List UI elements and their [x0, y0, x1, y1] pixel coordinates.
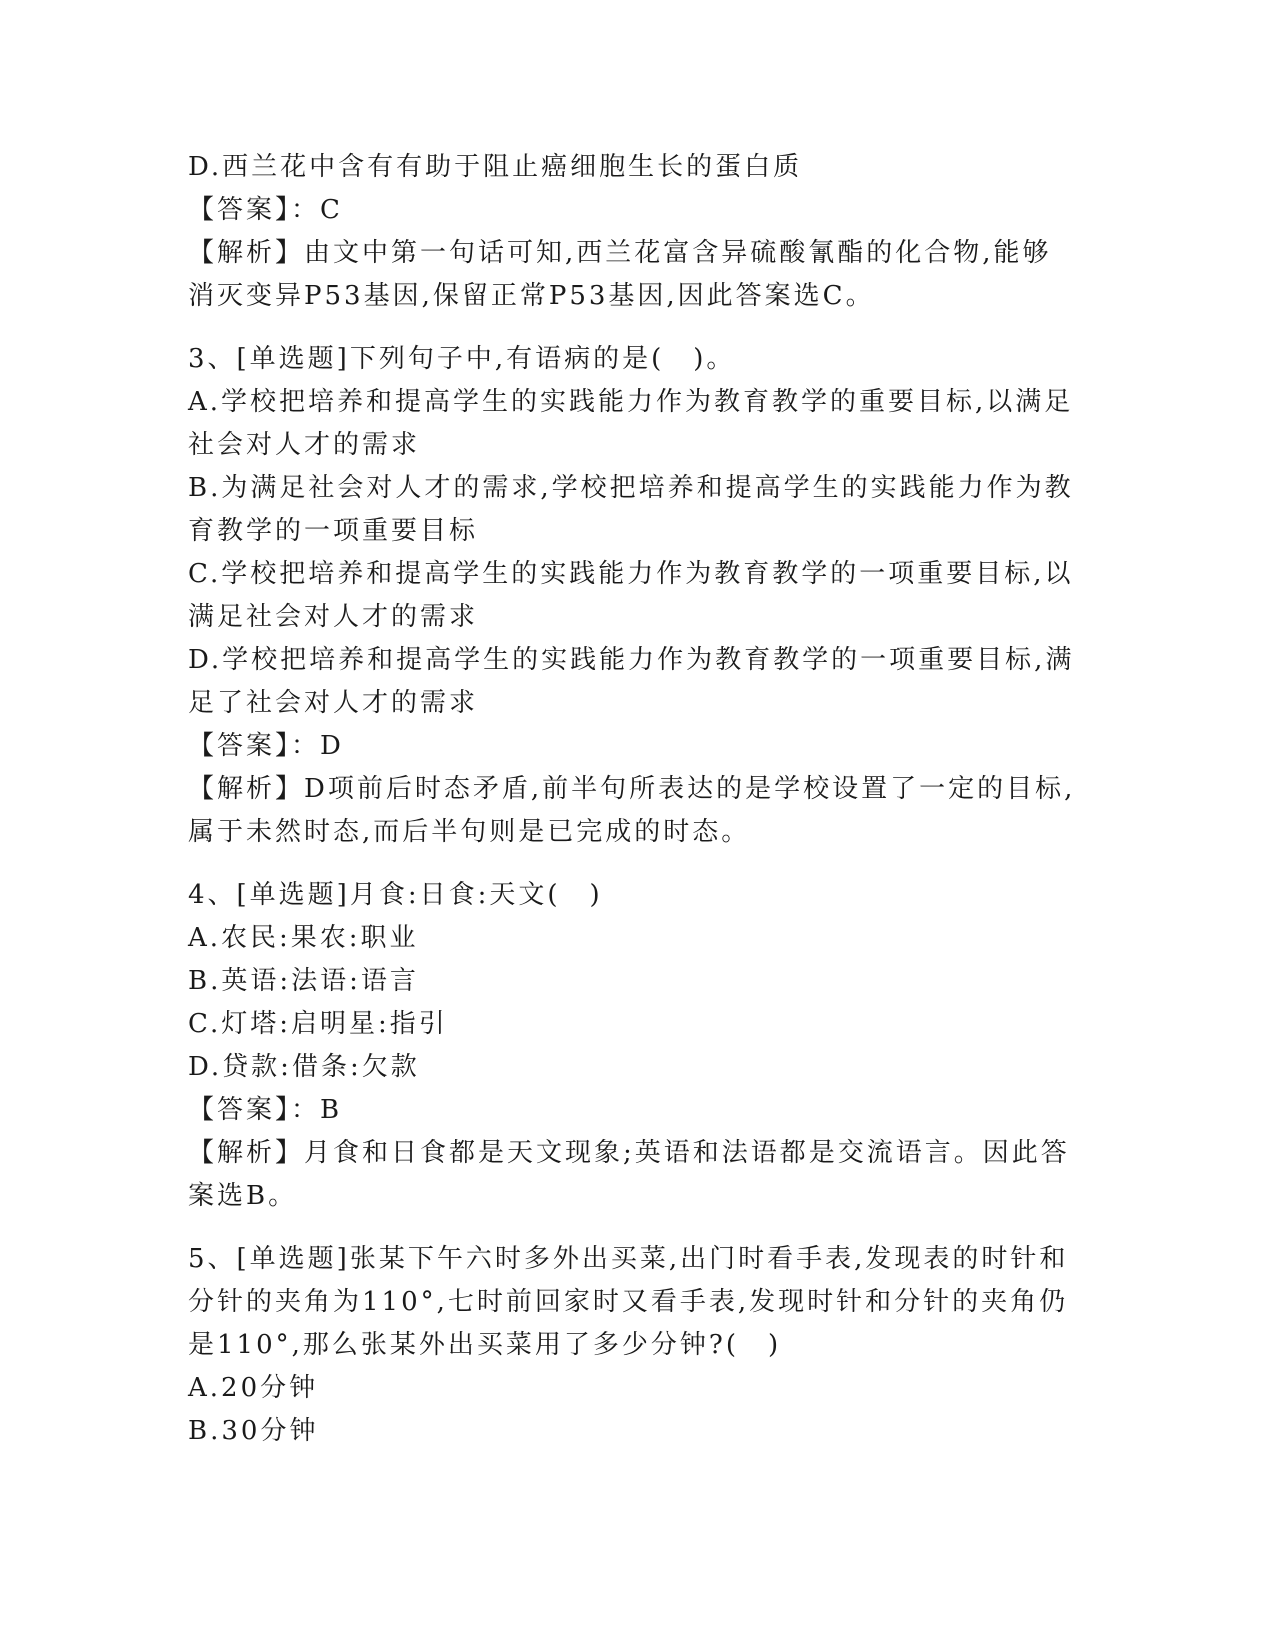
q2-analysis-line-2: 消灭变异P53基因,保留正常P53基因,因此答案选C。 [188, 281, 875, 311]
q3-option-c-line-1: C.学校把培养和提高学生的实践能力作为教育教学的一项重要目标,以 [188, 559, 1074, 589]
q5-stem-line-2: 分针的夹角为110°,七时前回家时又看手表,发现时针和分针的夹角仍 [188, 1287, 1069, 1317]
q4-analysis-line-1: 【解析】月食和日食都是天文现象;英语和法语都是交流语言。因此答 [188, 1138, 1070, 1168]
q3-option-b-line-1: B.为满足社会对人才的需求,学校把培养和提高学生的实践能力作为教 [188, 473, 1074, 503]
q3-option-b-line-2: 育教学的一项重要目标 [188, 516, 479, 546]
q2-answer: 【答案】：C [188, 195, 343, 225]
q3-option-d-line-1: D.学校把培养和提高学生的实践能力作为教育教学的一项重要目标,满 [188, 645, 1075, 675]
q5-option-a: A.20分钟 [188, 1373, 319, 1403]
q2-option-d: D.西兰花中含有有助于阻止癌细胞生长的蛋白质 [188, 152, 803, 182]
q3-option-d-line-2: 足了社会对人才的需求 [188, 688, 479, 718]
q5-stem-line-1: 5、[单选题]张某下午六时多外出买菜,出门时看手表,发现表的时针和 [188, 1244, 1069, 1274]
q3-answer: 【答案】：D [188, 731, 344, 761]
q3-option-a-line-2: 社会对人才的需求 [188, 430, 421, 460]
document-page [188, 146, 1088, 1453]
q2-analysis-line-1: 【解析】由文中第一句话可知,西兰花富含异硫酸氰酯的化合物,能够 [188, 238, 1052, 268]
q4-option-a: A.农民:果农:职业 [188, 923, 419, 953]
q3-option-c-line-2: 满足社会对人才的需求 [188, 602, 479, 632]
q3-stem: 3、[单选题]下列句子中,有语病的是( )。 [188, 344, 736, 374]
q4-answer: 【答案】：B [188, 1095, 343, 1125]
q4-option-d: D.贷款:借条:欠款 [188, 1052, 420, 1082]
q5-stem-line-3: 是110°,那么张某外出买菜用了多少分钟?( ) [188, 1330, 782, 1360]
q4-option-b: B.英语:法语:语言 [188, 966, 419, 996]
q3-analysis-line-1: 【解析】D项前后时态矛盾,前半句所表达的是学校设置了一定的目标, [188, 774, 1076, 804]
q4-analysis-line-2: 案选B。 [188, 1181, 298, 1211]
q4-option-c: C.灯塔:启明星:指引 [188, 1009, 448, 1039]
q4-stem: 4、[单选题]月食:日食:天文( ) [188, 880, 603, 910]
q3-option-a-line-1: A.学校把培养和提高学生的实践能力作为教育教学的重要目标,以满足 [188, 387, 1074, 417]
q5-option-b: B.30分钟 [188, 1416, 319, 1446]
q3-analysis-line-2: 属于未然时态,而后半句则是已完成的时态。 [188, 817, 751, 847]
